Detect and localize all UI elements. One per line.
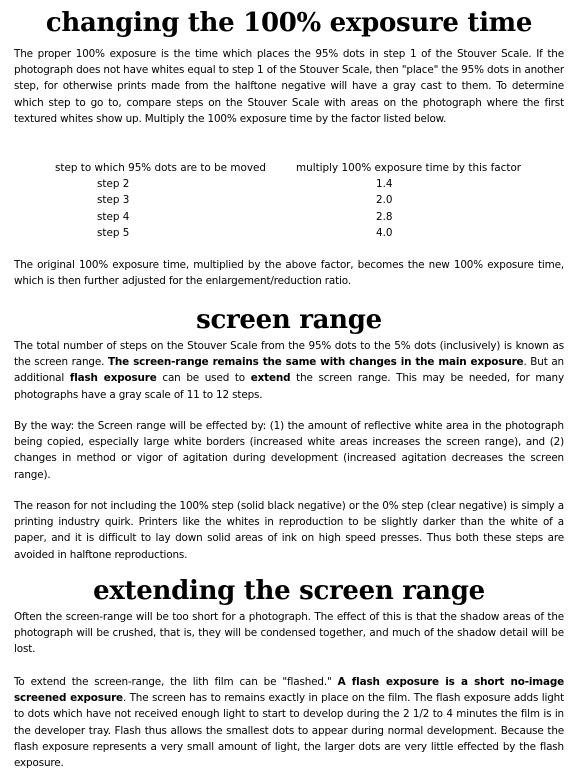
text-span: . The screen has to remains exactly in place on the film. The flash exposure adds light to dots which have not received enough light to start to develop during the 2 1/2 to 4 minutes the film is in the developer tray. Flash thus allows the smallest dots to appear during normal development. Because the flash exposure represents a very small amount of light, the larger dots are very little effected by the flash exposure. <box>14 692 565 770</box>
exposure-intro-paragraph: The proper 100% exposure is the time which places the 95% dots in step 1 of the Stouver Scale. If the photograph does not have whites equal to step 1 of the Stouver Scale, then "place" the 95% dots in another step, for otherwise prints made from the halftone negative will have a gray cast to them. To determine which step to go to, compare steps on the Stouver Scale with areas on the photograph where the first textured whites show up. Multiply the 100% exposure time by the factor listed below. <box>14 48 564 125</box>
bold-text-span: extend <box>250 372 291 385</box>
table-cell-factor: 1.4 <box>376 178 393 191</box>
text-span: To extend the screen-range, the lith film can be "flashed." <box>14 676 338 688</box>
text-span: The total number of steps on the Stouver Scale from the 95% dots to the 5% dots (inclusively) is known as the screen range. <box>14 340 564 369</box>
table-cell-factor: 2.8 <box>376 210 393 223</box>
flash-exposure-paragraph <box>14 674 564 771</box>
section-title-screen-range: screen range <box>196 305 382 335</box>
text-span: the screen range. This may be needed, for many photographs have a gray scale of 11 to 12 steps. <box>14 372 564 401</box>
table-cell-step: step 4 <box>97 210 130 223</box>
table-header-row <box>55 160 556 176</box>
bold-text-span: A flash exposure is a short no-image screened exposure <box>14 676 564 705</box>
table-cell-step: step 3 <box>97 194 130 207</box>
table-cell-factor: 2.0 <box>376 194 393 207</box>
table-row <box>55 192 556 208</box>
exposure-factor-table <box>55 160 556 241</box>
screen-range-factors-paragraph: By the way: the Screen range will be effected by: (1) the amount of reflective white area in the photograph being copied, especially large white borders (increased white areas increases the screen range), and (2) changes in method or vigor of agitation during development (increased agitation decreases the screen range). <box>14 420 564 481</box>
text-span: can be used to <box>156 372 251 385</box>
screen-range-definition-paragraph <box>14 338 564 403</box>
screen-range-quirk-paragraph: The reason for not including the 100% step (solid black negative) or the 0% step (clear negative) is simply a printing industry quirk. Printers like the whites in reproduction to be slightly darker than the white of a paper, and it is difficult to lay down solid areas of ink on high speed presses. Thus both these steps are avoided in halftone reproductions. <box>14 500 564 561</box>
extending-range-intro-paragraph: Often the screen-range will be too short for a photograph. The effect of this is that the shadow areas of the photograph will be crushed, that is, they will be condensed together, and much of the shadow detail will be lost. <box>14 611 564 656</box>
table-row <box>55 225 556 241</box>
table-cell-step: step 5 <box>97 226 130 239</box>
table-cell-step: step 2 <box>97 178 130 191</box>
bold-text-span: The screen-range remains the same with changes in the main exposure <box>107 356 524 369</box>
table-cell-factor: 4.0 <box>376 226 393 239</box>
table-header-step: step to which 95% dots are to be moved <box>55 162 266 174</box>
bold-text-span: flash exposure <box>69 372 157 385</box>
text-span: . But an additional <box>14 356 564 385</box>
table-row <box>55 176 556 192</box>
table-row <box>55 209 556 225</box>
section-title-extending-range: extending the screen range <box>93 576 485 606</box>
exposure-adjust-paragraph: The original 100% exposure time, multiplied by the above factor, becomes the new 100% exposure time, which is then further adjusted for the enlargement/reduction ratio. <box>14 259 564 288</box>
section-title-exposure-time: changing the 100% exposure time <box>45 8 533 38</box>
table-header-factor: multiply 100% exposure time by this factor <box>296 162 522 174</box>
